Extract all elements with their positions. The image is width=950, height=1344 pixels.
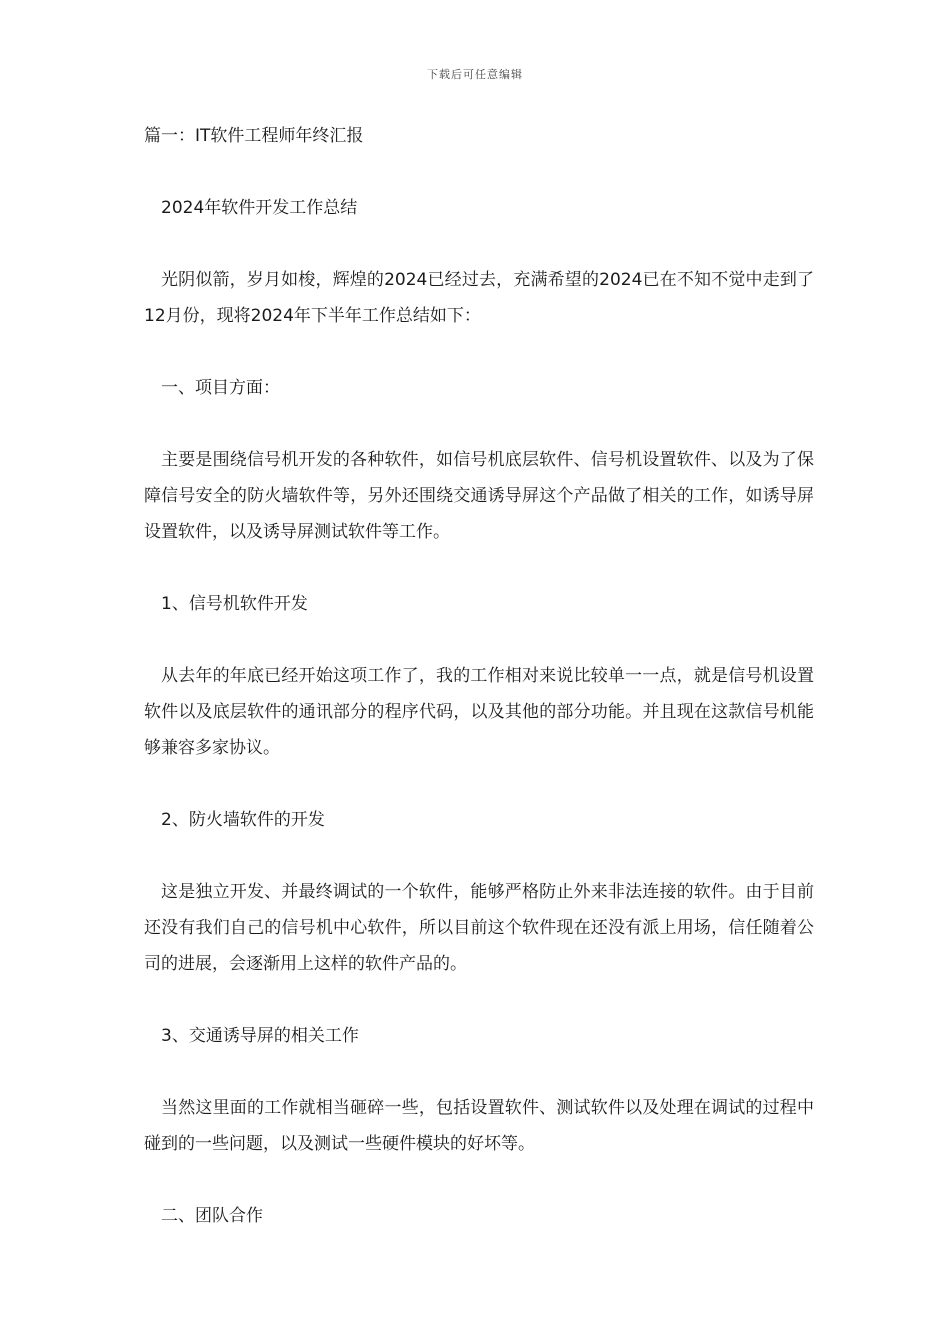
- document-body: [144, 118, 814, 1226]
- intro-paragraph: 光阴似箭，岁月如梭，辉煌的2024已经过去，充满希望的2024已在不知不觉中走到了12月份，现将2024年下半年工作总结如下：: [144, 270, 814, 326]
- document-subtitle: 2024年软件开发工作总结: [161, 198, 358, 218]
- subsection-heading-guidance-screen: 3、交通诱导屏的相关工作: [161, 1026, 359, 1046]
- header-note: 下载后可任意编辑: [427, 68, 523, 81]
- guidance-screen-paragraph: 当然这里面的工作就相当砸碎一些，包括设置软件、测试软件以及处理在调试的过程中碰到的一些问题，以及测试一些硬件模块的好坏等。: [144, 1098, 814, 1154]
- document-title: 篇一：IT软件工程师年终汇报: [144, 126, 364, 146]
- signal-software-paragraph: 从去年的年底已经开始这项工作了，我的工作相对来说比较单一一点，就是信号机设置软件以及底层软件的通讯部分的程序代码，以及其他的部分功能。并且现在这款信号机能够兼容多家协议。: [144, 666, 814, 758]
- firewall-paragraph: 这是独立开发、并最终调试的一个软件，能够严格防止外来非法连接的软件。由于目前还没有我们自己的信号机中心软件，所以目前这个软件现在还没有派上用场，信任随着公司的进展，会逐渐用上这样的软件产品的。: [144, 882, 814, 974]
- section-heading-projects: 一、项目方面：: [161, 378, 280, 398]
- subsection-heading-firewall: 2、防火墙软件的开发: [161, 810, 325, 830]
- projects-paragraph: 主要是围绕信号机开发的各种软件，如信号机底层软件、信号机设置软件、以及为了保障信号安全的防火墙软件等，另外还围绕交通诱导屏这个产品做了相关的工作，如诱导屏设置软件，以及诱导屏测试软件等工作。: [144, 450, 814, 542]
- section-heading-teamwork: 二、团队合作: [161, 1206, 263, 1226]
- subsection-heading-signal-software: 1、信号机软件开发: [161, 594, 308, 614]
